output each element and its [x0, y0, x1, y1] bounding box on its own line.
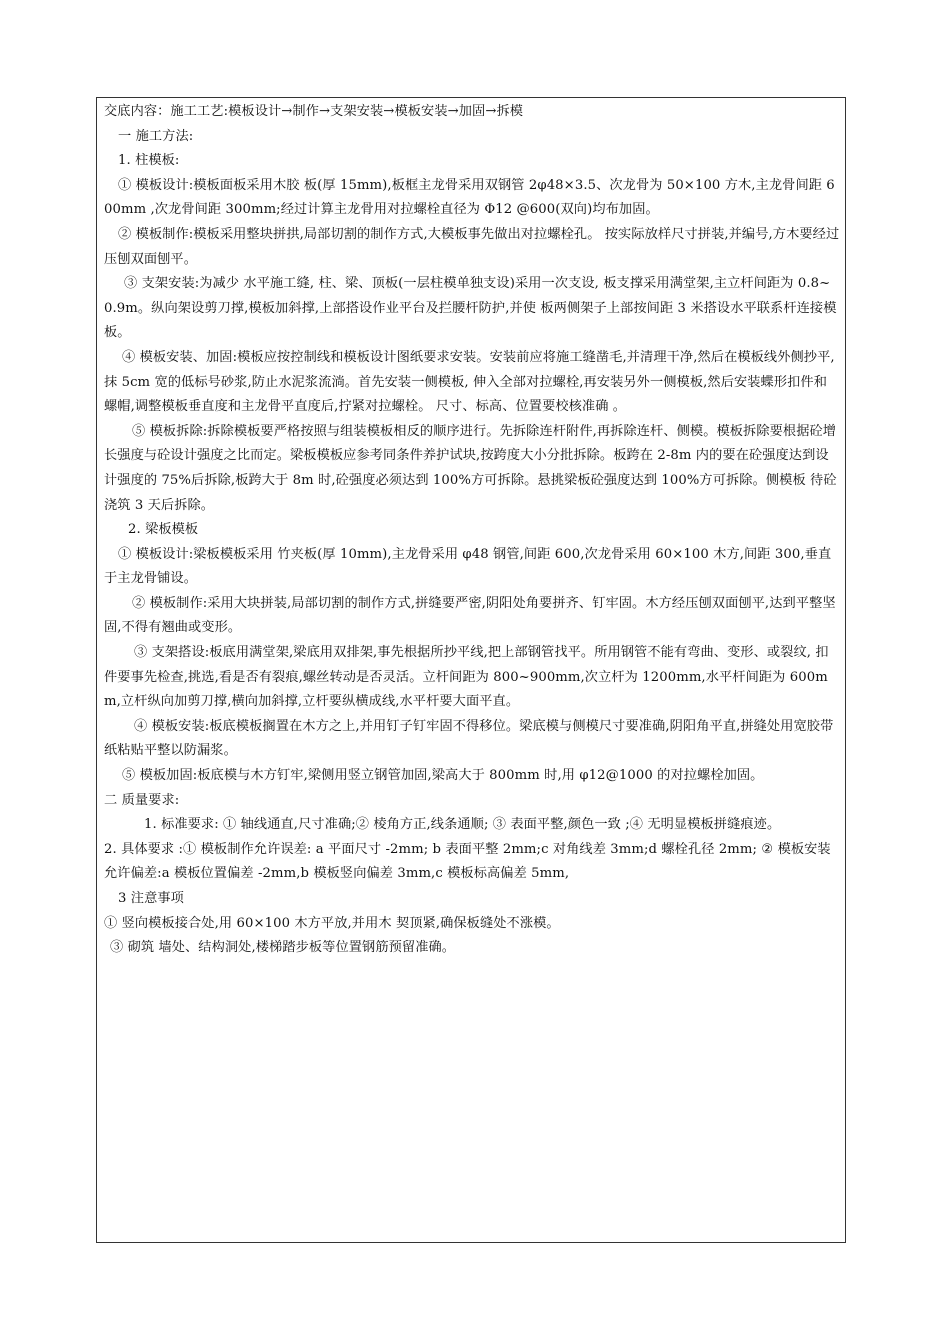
paragraph-beam-design: ① 模板设计:梁板模板采用 竹夹板(厚 10mm),主龙骨采用 φ48 钢管,间距 600,次龙骨采用 60×100 木方,间距 300,垂直于主龙骨铺设。 — [104, 546, 832, 587]
paragraph-standard-requirements: 1. 标准要求: ① 轴线通直,尺寸准确;② 棱角方正,线条通顺; ③ 表面平整,颜色一致 ;④ 无明显模板拼缝痕迹。 — [144, 817, 781, 833]
paragraph-column-support: ③ 支架安装:为减少 水平施工缝, 柱、梁、顶板(一层柱模单独支设)采用一次支设, 板支撑采用满堂架,主立杆间距为 0.8~0.9m。纵向架设剪刀撑,模板加斜撑,上部搭设作业平台及拦腰杆防护,并使 板两侧架子上部按间距 3 米搭设水平联系杆连接模板。 — [104, 276, 837, 341]
paragraph-column-removal: ⑤ 模板拆除:拆除模板要严格按照与组装模板相反的顺序进行。先拆除连杆附件,再拆除连杆、侧模。模板拆除要根据砼增长强度与砼设计强度之比而定。梁板模板应参考同条件养护试块,按跨度大小分批拆除。板跨在 2-8m 内的要在砼强度达到设计强度的 75%后拆除,板跨大于 8m 时,砼强度必须达到 100%方可拆除。悬挑梁板砼强度达到 100%方可拆除。侧模板 待砼浇筑 3 天后拆除。 — [104, 423, 837, 513]
paragraph-note-masonry: ③ 砌筑 墙处、结构洞处,楼梯踏步板等位置钢筋预留准确。 — [110, 940, 456, 956]
paragraph-beam-fabrication: ② 模板制作:采用大块拼装,局部切割的制作方式,拼缝要严密,阴阳处角要拼齐、钉牢固。木方经压刨双面刨平,达到平整坚固,不得有翘曲或变形。 — [104, 595, 836, 636]
section-quality-requirements: 二 质量要求: — [104, 792, 180, 808]
section-construction-methods: 一 施工方法: — [118, 128, 194, 144]
paragraph-note-vertical-joints: ① 竖向模板接合处,用 60×100 木方平放,并用木 契顶紧,确保板缝处不涨模。 — [104, 915, 560, 931]
subsection-beam-slab-formwork: 2. 梁板模板 — [128, 522, 199, 538]
paragraph-column-installation: ④ 模板安装、加固:模板应按控制线和模板设计图纸要求安装。安装前应将施工缝凿毛,并清理干净,然后在模板线外侧抄平,抹 5cm 宽的低标号砂浆,防止水泥浆流淌。首先安装一侧模板, 伸入全部对拉螺栓,再安装另外一侧模板,然后安装蝶形扣件和螺帽,调整模板垂直度和主龙骨平直度后,拧紧对拉螺栓。 尺寸、标高、位置要校核准确 。 — [104, 349, 835, 415]
handover-content-line: 交底内容：施工工艺:模板设计→制作→支架安装→模板安装→加固→拆模 — [104, 104, 524, 119]
paragraph-column-fabrication: ② 模板制作:模板采用整块拼拱,局部切割的制作方式,大模板事先做出对拉螺栓孔。 按实际放样尺寸拼装,并编号,方木要经过压刨双面刨平。 — [104, 226, 840, 267]
paragraph-beam-support: ③ 支架搭设:板底用满堂架,梁底用双排架,事先根据所抄平线,把上部钢管找平。所用钢管不能有弯曲、变形、或裂纹, 扣件要事先检查,挑选,看是否有裂痕,螺丝转动是否灵活。立杆间距为 800~900mm,次立杆为 1200mm,水平杆间距为 600mm,立杆纵向加剪刀撑,横向加斜撑,立杆要纵横成线,水平杆要大面平直。 — [104, 645, 829, 710]
paragraph-beam-reinforcement: ⑤ 模板加固:板底模与木方钉牢,梁侧用竖立钢管加固,梁高大于 800mm 时,用 φ12@1000 的对拉螺栓加固。 — [122, 768, 764, 784]
subsection-notes: 3 注意事项 — [118, 891, 184, 906]
paragraph-column-design: ① 模板设计:模板面板采用木胶 板(厚 15mm),板框主龙骨采用双钢管 2φ48×3.5、次龙骨为 50×100 方木,主龙骨间距 600mm ,次龙骨间距 300mm;经过计算主龙骨用对拉螺栓直径为 Φ12 @600(双向)均布加固。 — [104, 177, 835, 218]
paragraph-specific-requirements: 2. 具体要求 :① 模板制作允许误差: a 平面尺寸 -2mm; b 表面平整 2mm;c 对角线差 3mm;d 螺栓孔径 2mm; ② 模板安装允许偏差:a 模板位置偏差 -2mm,b 模板竖向偏差 3mm,c 模板标高偏差 5mm, — [104, 841, 831, 882]
document-body — [104, 100, 840, 961]
paragraph-beam-installation: ④ 模板安装:板底模板搁置在木方之上,并用钉子钉牢固不得移位。梁底模与侧模尺寸要准确,阴阳角平直,拼缝处用宽胶带纸粘贴平整以防漏浆。 — [104, 718, 834, 759]
subsection-column-formwork: 1. 柱模板: — [118, 153, 180, 169]
